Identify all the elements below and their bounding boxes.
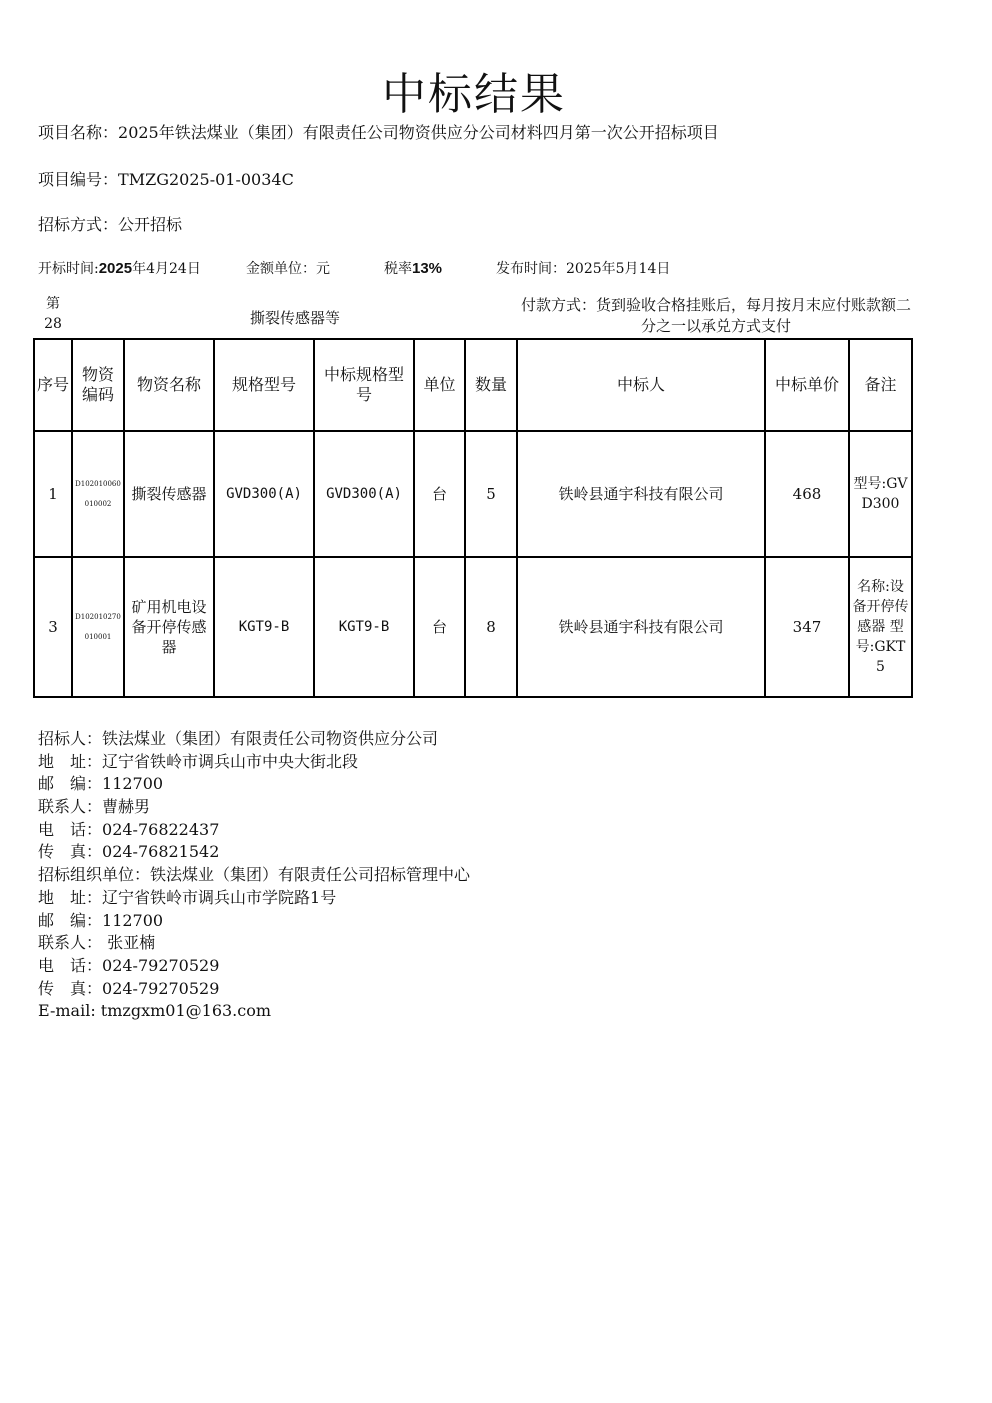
header-name: 物资名称: [124, 339, 214, 431]
contact-value: 辽宁省铁岭市调兵山市学院路1号: [102, 887, 337, 907]
contact-label: 地 址：: [38, 751, 103, 771]
cell-remark: 名称:设备开停传感器 型号:GKT5: [849, 557, 912, 697]
payment-terms: 付款方式：货到验收合格挂账后，每月按月末应付账款额二分之一以承兑方式支付: [520, 296, 911, 335]
contact-line: [38, 751, 470, 774]
header-price: 中标单价: [765, 339, 849, 431]
contact-label: 联系人：: [38, 797, 103, 817]
header-spec: 规格型号: [214, 339, 314, 431]
cell-remark: 型号:GVD300: [849, 431, 912, 557]
contact-label: 招标组织单位：: [38, 865, 151, 885]
publish-time: 发布时间：2025年5月14日: [496, 261, 671, 277]
contact-line: [38, 978, 470, 1001]
contact-line: [38, 841, 470, 864]
contact-line: [38, 887, 470, 910]
contact-label: 传 真：: [38, 842, 103, 862]
contact-value: 024-76822437: [102, 819, 220, 839]
cell-code: D102010270010001: [72, 557, 124, 697]
contact-value: 112700: [102, 774, 164, 794]
tax-rate-value: 13%: [412, 260, 443, 277]
page-title: 中标结果: [382, 69, 566, 120]
contact-line: [38, 932, 470, 955]
contact-line: [38, 819, 470, 842]
open-time-year: 2025: [98, 260, 133, 277]
cell-win-spec: GVD300(A): [314, 431, 414, 557]
cell-price: 468: [765, 431, 849, 557]
header-win-spec: 中标规格型号: [314, 339, 414, 431]
contact-value: 024-79270529: [102, 978, 220, 998]
contact-value: 辽宁省铁岭市调兵山市中央大街北段: [102, 751, 359, 771]
cell-code: D102010060010002: [72, 431, 124, 557]
contact-value: tmzgxm01@163.com: [95, 1001, 272, 1021]
contact-value: 024-79270529: [102, 955, 220, 975]
open-time: [38, 258, 201, 278]
contact-line: [38, 728, 470, 751]
tax-rate: [384, 258, 442, 278]
cell-no: 1: [34, 431, 72, 557]
contact-label: 联系人：: [38, 933, 103, 953]
cell-qty: 8: [465, 557, 517, 697]
contact-line: [38, 773, 470, 796]
open-time-label: 开标时间:: [38, 261, 99, 277]
contact-value: 铁法煤业（集团）有限责任公司物资供应分公司: [102, 729, 439, 748]
cell-name: 撕裂传感器: [124, 431, 214, 557]
results-table: [33, 338, 913, 698]
header-remark: 备注: [849, 339, 912, 431]
cell-spec: GVD300(A): [214, 431, 314, 557]
header-winner: 中标人: [517, 339, 765, 431]
header-qty: 数量: [465, 339, 517, 431]
cell-winner: 铁岭县通宇科技有限公司: [517, 431, 765, 557]
project-code: TMZG2025-01-0034C: [118, 170, 294, 189]
cell-spec: KGT9-B: [214, 557, 314, 697]
header-unit: 单位: [414, 339, 465, 431]
project-name-label: 项目名称：: [38, 123, 119, 142]
contact-block: [38, 728, 470, 1023]
table-row: [34, 557, 912, 697]
contact-value: 张亚楠: [102, 933, 156, 953]
cell-no: 3: [34, 557, 72, 697]
project-name: 2025年铁法煤业（集团）有限责任公司物资供应分公司材料四月第一次公开招标项目: [118, 123, 719, 142]
cell-unit: 台: [414, 431, 465, 557]
project-code-line: [38, 167, 294, 190]
table-header-row: [34, 339, 912, 431]
contact-label: 电 话：: [38, 955, 103, 975]
contact-line: [38, 1000, 470, 1023]
contact-value: 112700: [102, 910, 164, 930]
header-code: 物资编码: [72, 339, 124, 431]
contact-line: [38, 955, 470, 978]
contact-label: E-mail:: [38, 1001, 96, 1021]
contact-label: 邮 编：: [38, 774, 103, 794]
cell-price: 347: [765, 557, 849, 697]
tender-method-line: [38, 212, 182, 235]
table-row: [34, 431, 912, 557]
tender-method-label: 招标方式：: [38, 215, 119, 234]
header-no: 序号: [34, 339, 72, 431]
open-time-date: 年4月24日: [132, 261, 201, 277]
cell-unit: 台: [414, 557, 465, 697]
project-name-line: [38, 120, 719, 143]
batch-number-value: 28: [44, 316, 62, 332]
contact-label: 传 真：: [38, 978, 103, 998]
contact-value: 曹赫男: [102, 797, 151, 817]
contact-label: 邮 编：: [38, 910, 103, 930]
tender-method: 公开招标: [118, 215, 183, 234]
contact-line: [38, 864, 470, 887]
currency-unit: 金额单位：元: [246, 261, 330, 277]
batch-name: 撕裂传感器等: [249, 309, 340, 327]
cell-qty: 5: [465, 431, 517, 557]
contact-label: 电 话：: [38, 819, 103, 839]
contact-value: 024-76821542: [102, 842, 220, 862]
contact-label: 招标人：: [38, 729, 103, 748]
batch-number: [40, 294, 66, 334]
batch-number-label: 第: [46, 296, 60, 312]
tax-rate-label: 税率: [384, 261, 412, 277]
cell-win-spec: KGT9-B: [314, 557, 414, 697]
contact-line: [38, 796, 470, 819]
cell-winner: 铁岭县通宇科技有限公司: [517, 557, 765, 697]
project-code-label: 项目编号：: [38, 170, 119, 189]
contact-label: 地 址：: [38, 887, 103, 907]
contact-value: 铁法煤业（集团）有限责任公司招标管理中心: [150, 865, 471, 885]
cell-name: 矿用机电设备开停传感器: [124, 557, 214, 697]
contact-line: [38, 910, 470, 933]
